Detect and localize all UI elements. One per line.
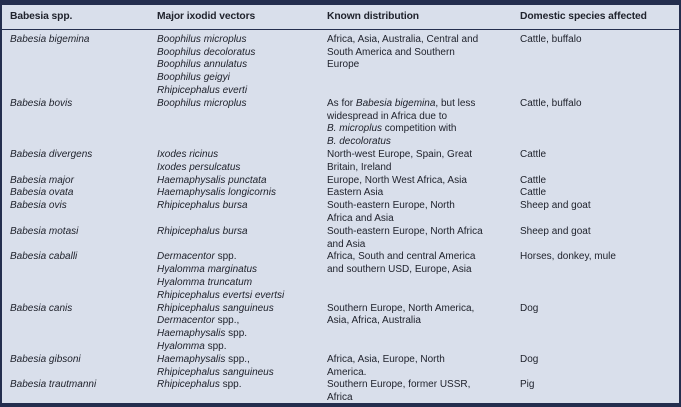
- cell-affected: [512, 175, 679, 188]
- text-segment: Dog: [520, 302, 539, 314]
- text-segment: Asia, Africa, Australia: [327, 315, 421, 327]
- cell-affected: [512, 379, 679, 405]
- cell-line: [327, 111, 508, 124]
- cell-line: [520, 149, 675, 162]
- cell-line: [157, 251, 315, 264]
- taxon-name: Boophilus microplus: [157, 97, 247, 109]
- taxon-name: Rhipicephalus bursa: [157, 200, 248, 212]
- taxon-name: Babesia ovata: [10, 187, 74, 199]
- text-segment: As for: [327, 97, 356, 109]
- cell-species: [2, 149, 149, 175]
- cell-line: [520, 175, 675, 188]
- cell-line: [327, 175, 508, 188]
- table-row: [2, 303, 679, 354]
- text-segment: Africa and Asia: [327, 212, 394, 224]
- cell-line: [157, 315, 315, 328]
- table-header: [2, 5, 679, 29]
- text-segment: Africa, Asia, Australia, Central and: [327, 33, 479, 45]
- cell-species: [2, 29, 149, 97]
- taxon-name: Babesia bigemina: [355, 97, 436, 109]
- cell-line: [327, 34, 508, 47]
- text-segment: Britain, Ireland: [327, 161, 392, 173]
- cell-affected: [512, 251, 679, 302]
- cell-affected: [512, 149, 679, 175]
- text-segment: Africa: [327, 392, 353, 404]
- taxon-name: Rhipicephalus: [157, 379, 220, 391]
- taxon-name: Rhipicephalus sanguineus: [157, 302, 274, 314]
- text-segment: Cattle, buffalo: [520, 33, 582, 45]
- cell-line: [157, 59, 315, 72]
- cell-line: [10, 175, 145, 188]
- cell-affected: [512, 303, 679, 354]
- text-segment: Cattle: [520, 174, 547, 186]
- taxon-name: Ixodes ricinus: [157, 148, 219, 160]
- cell-line: [327, 251, 508, 264]
- text-segment: spp.: [214, 251, 237, 263]
- cell-line: [520, 303, 675, 316]
- cell-affected: [512, 200, 679, 226]
- text-segment: and Asia: [327, 238, 366, 250]
- text-segment: competition with: [382, 123, 457, 135]
- taxon-name: Babesia trautmanni: [10, 379, 97, 391]
- text-segment: Europe: [327, 59, 360, 71]
- cell-line: [10, 226, 145, 239]
- taxon-name: Babesia caballi: [10, 251, 78, 263]
- cell-affected: [512, 187, 679, 200]
- cell-line: [327, 123, 508, 136]
- cell-line: [157, 354, 315, 367]
- text-segment: Africa, South and central America: [327, 251, 476, 263]
- column-header-domestic-species-affected: Domestic species affected: [512, 5, 679, 29]
- cell-line: [10, 98, 145, 111]
- taxon-name: Babesia bovis: [10, 97, 73, 109]
- taxon-name: Rhipicephalus sanguineus: [157, 366, 274, 378]
- table-row: [2, 187, 679, 200]
- taxon-name: Rhipicephalus evertsi evertsi: [157, 289, 285, 301]
- cell-line: [157, 187, 315, 200]
- cell-affected: [512, 98, 679, 149]
- cell-affected: [512, 354, 679, 380]
- cell-line: [157, 277, 315, 290]
- text-segment: Dog: [520, 353, 539, 365]
- cell-line: [327, 59, 508, 72]
- text-segment: and southern USD, Europe, Asia: [327, 264, 472, 276]
- header-row: [2, 5, 679, 29]
- taxon-name: Haemaphysalis: [157, 353, 226, 365]
- cell-line: [327, 200, 508, 213]
- text-segment: spp.,: [214, 315, 240, 327]
- cell-distribution: [319, 187, 512, 200]
- cell-line: [327, 239, 508, 252]
- cell-line: [157, 34, 315, 47]
- taxon-name: Ixodes persulcatus: [157, 161, 241, 173]
- taxon-name: Dermacentor: [157, 251, 215, 263]
- taxon-name: Babesia divergens: [10, 148, 93, 160]
- text-segment: spp.,: [225, 353, 250, 365]
- cell-distribution: [319, 175, 512, 188]
- cell-line: [157, 200, 315, 213]
- cell-distribution: [319, 29, 512, 97]
- cell-vectors: [149, 226, 319, 252]
- taxon-name: Boophilus microplus: [157, 33, 247, 45]
- cell-line: [327, 354, 508, 367]
- taxon-name: Hyalomma truncatum: [157, 276, 253, 288]
- cell-line: [157, 328, 315, 341]
- cell-line: [327, 213, 508, 226]
- cell-distribution: [319, 200, 512, 226]
- text-segment: Cattle: [520, 187, 547, 199]
- taxon-name: Haemaphysalis punctata: [157, 174, 267, 186]
- cell-line: [10, 149, 145, 162]
- taxon-name: Rhipicephalus everti: [157, 84, 248, 96]
- cell-line: [157, 379, 315, 392]
- taxon-name: Boophilus geigyi: [157, 72, 230, 84]
- cell-line: [157, 341, 315, 354]
- cell-distribution: [319, 226, 512, 252]
- cell-vectors: [149, 187, 319, 200]
- taxon-name: Babesia motasi: [10, 225, 79, 237]
- cell-species: [2, 354, 149, 380]
- cell-distribution: [319, 303, 512, 354]
- text-segment: South-eastern Europe, North: [327, 200, 455, 212]
- table-row: [2, 379, 679, 405]
- cell-distribution: [319, 98, 512, 149]
- cell-line: [327, 315, 508, 328]
- table-row: [2, 354, 679, 380]
- cell-species: [2, 175, 149, 188]
- cell-line: [520, 98, 675, 111]
- cell-vectors: [149, 354, 319, 380]
- cell-line: [520, 226, 675, 239]
- text-segment: , but less: [435, 97, 476, 109]
- cell-line: [157, 290, 315, 303]
- cell-species: [2, 200, 149, 226]
- cell-line: [157, 226, 315, 239]
- cell-line: [10, 34, 145, 47]
- cell-line: [327, 226, 508, 239]
- taxon-name: Babesia bigemina: [10, 33, 90, 45]
- taxon-name: Babesia canis: [10, 302, 73, 314]
- text-segment: Eastern Asia: [327, 187, 384, 199]
- column-header-major-ixodid-vectors: Major ixodid vectors: [149, 5, 319, 29]
- cell-line: [157, 264, 315, 277]
- cell-species: [2, 251, 149, 302]
- cell-species: [2, 98, 149, 149]
- text-segment: spp.: [225, 328, 248, 340]
- cell-line: [157, 149, 315, 162]
- cell-line: [157, 72, 315, 85]
- table-row: [2, 175, 679, 188]
- data-table: [2, 5, 679, 405]
- cell-line: [10, 200, 145, 213]
- cell-line: [327, 367, 508, 380]
- cell-vectors: [149, 251, 319, 302]
- cell-line: [327, 392, 508, 405]
- table-row: [2, 98, 679, 149]
- text-segment: Europe, North West Africa, Asia: [327, 174, 467, 186]
- text-segment: widespread in Africa due to: [327, 110, 448, 122]
- text-segment: Africa, Asia, Europe, North: [327, 353, 445, 365]
- cell-line: [157, 85, 315, 98]
- cell-line: [10, 379, 145, 392]
- table-row: [2, 29, 679, 97]
- cell-species: [2, 187, 149, 200]
- taxon-name: Babesia gibsoni: [10, 353, 81, 365]
- cell-line: [157, 175, 315, 188]
- cell-vectors: [149, 175, 319, 188]
- cell-line: [327, 264, 508, 277]
- cell-vectors: [149, 303, 319, 354]
- taxon-name: Dermacentor: [157, 315, 215, 327]
- cell-line: [327, 162, 508, 175]
- table-row: [2, 149, 679, 175]
- cell-line: [327, 47, 508, 60]
- text-segment: Sheep and goat: [520, 225, 591, 237]
- cell-line: [10, 354, 145, 367]
- cell-species: [2, 226, 149, 252]
- cell-vectors: [149, 149, 319, 175]
- table-row: [2, 251, 679, 302]
- cell-affected: [512, 29, 679, 97]
- cell-distribution: [319, 354, 512, 380]
- cell-line: [520, 251, 675, 264]
- cell-line: [520, 354, 675, 367]
- cell-line: [157, 98, 315, 111]
- table-body: [2, 29, 679, 405]
- cell-line: [10, 187, 145, 200]
- cell-line: [520, 187, 675, 200]
- text-segment: Cattle, buffalo: [520, 97, 582, 109]
- taxon-name: Boophilus decoloratus: [157, 46, 256, 58]
- cell-line: [327, 187, 508, 200]
- text-segment: Southern Europe, former USSR,: [327, 379, 471, 391]
- cell-distribution: [319, 149, 512, 175]
- cell-species: [2, 379, 149, 405]
- cell-affected: [512, 226, 679, 252]
- cell-line: [157, 367, 315, 380]
- text-segment: Southern Europe, North America,: [327, 302, 475, 314]
- cell-line: [157, 303, 315, 316]
- text-segment: Horses, donkey, mule: [520, 251, 616, 263]
- taxon-name: B. microplus: [327, 123, 383, 135]
- cell-line: [10, 303, 145, 316]
- text-segment: South-eastern Europe, North Africa: [327, 225, 483, 237]
- cell-line: [10, 251, 145, 264]
- taxon-name: Hyalomma: [157, 340, 205, 352]
- cell-line: [327, 379, 508, 392]
- text-segment: Cattle: [520, 148, 547, 160]
- cell-line: [520, 379, 675, 392]
- text-segment: Sheep and goat: [520, 200, 591, 212]
- cell-line: [157, 47, 315, 60]
- taxon-name: Haemaphysalis: [157, 328, 226, 340]
- taxon-name: Haemaphysalis longicornis: [157, 187, 276, 199]
- text-segment: South America and Southern: [327, 46, 455, 58]
- text-segment: North-west Europe, Spain, Great: [327, 148, 473, 160]
- cell-line: [520, 34, 675, 47]
- taxon-name: Babesia ovis: [10, 200, 67, 212]
- text-segment: spp.: [219, 379, 242, 391]
- cell-line: [327, 303, 508, 316]
- text-segment: America.: [327, 366, 367, 378]
- cell-line: [327, 136, 508, 149]
- text-segment: spp.: [204, 340, 227, 352]
- cell-distribution: [319, 379, 512, 405]
- taxon-name: B. decoloratus: [327, 136, 391, 148]
- cell-line: [327, 149, 508, 162]
- taxon-name: Rhipicephalus bursa: [157, 225, 248, 237]
- text-segment: Pig: [520, 379, 535, 391]
- column-header-known-distribution: Known distribution: [319, 5, 512, 29]
- cell-line: [157, 162, 315, 175]
- taxon-name: Boophilus annulatus: [157, 59, 248, 71]
- cell-line: [520, 200, 675, 213]
- cell-vectors: [149, 200, 319, 226]
- cell-vectors: [149, 98, 319, 149]
- column-header-babesia-spp: Babesia spp.: [2, 5, 149, 29]
- taxon-name: Babesia major: [10, 174, 74, 186]
- taxon-name: Hyalomma marginatus: [157, 264, 258, 276]
- cell-vectors: [149, 29, 319, 97]
- table-row: [2, 226, 679, 252]
- cell-distribution: [319, 251, 512, 302]
- table-row: [2, 200, 679, 226]
- cell-line: [327, 98, 508, 111]
- cell-species: [2, 303, 149, 354]
- cell-vectors: [149, 379, 319, 405]
